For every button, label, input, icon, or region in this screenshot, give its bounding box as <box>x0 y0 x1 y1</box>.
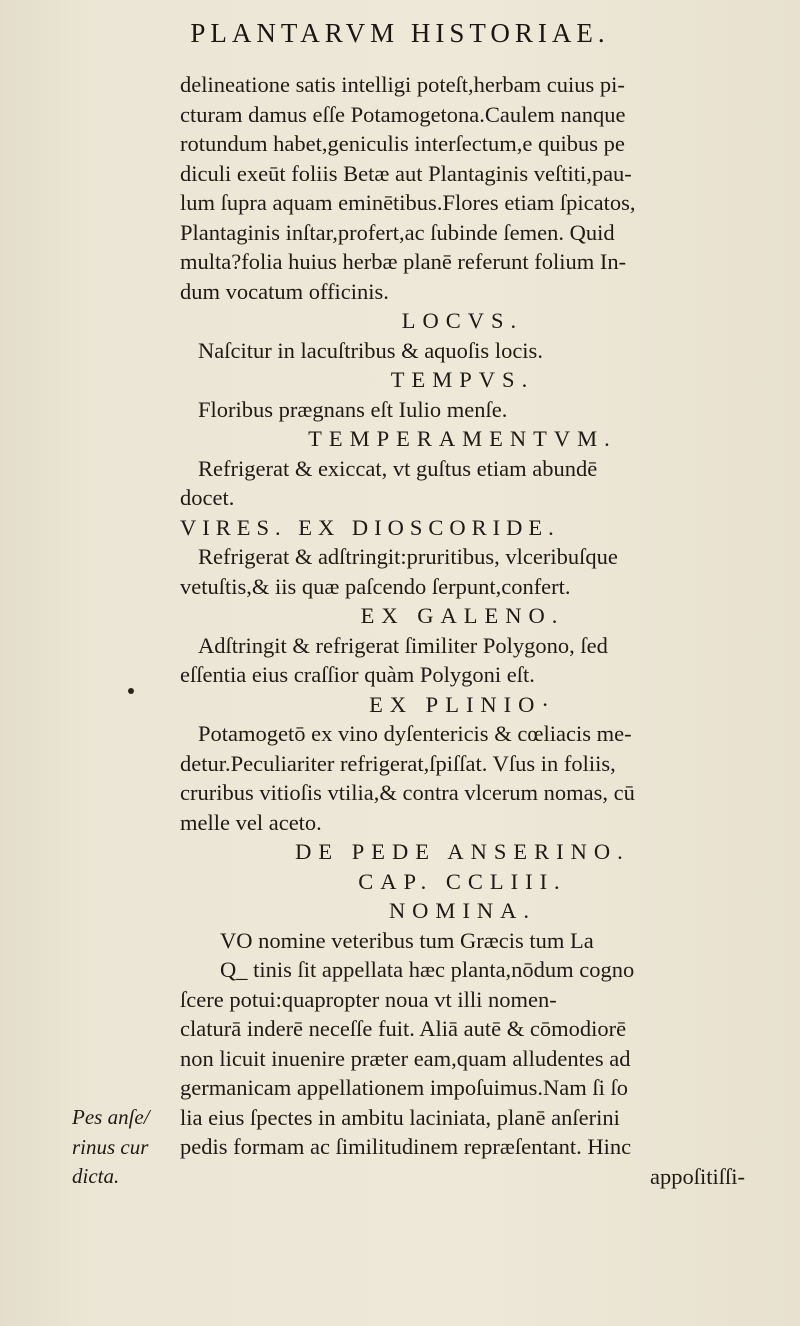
nomina-text: VO nomine veteribus tum Græcis tum La <box>220 927 594 953</box>
section-heading-tempus: TEMPVS. <box>390 367 535 392</box>
section-heading-nomina: NOMINA. <box>388 898 537 923</box>
vires-text: vetuſtis,& iis quæ paſcendo ſerpunt,confert. <box>180 573 571 599</box>
margin-note-line: dicta. <box>72 1164 120 1188</box>
text-line: cturam damus eſſe Potamogetona.Caulem nanque <box>180 101 626 127</box>
text-line: lum ſupra aquam eminētibus.Flores etiam ſpicatos, <box>180 190 636 215</box>
locus-text: Naſcitur in lacuſtribus & aquoſis locis. <box>198 337 543 363</box>
tempus-text: Floribus prægnans eſt Iulio menſe. <box>198 396 508 422</box>
chapter-number: CAP. CCLIII. <box>358 868 567 894</box>
temperamentum-text: Refrigerat & exiccat, vt guſtus etiam abundē <box>198 455 598 481</box>
section-heading-galeno: EX GALENO. <box>360 603 565 628</box>
ink-dot <box>128 688 134 694</box>
nomina-text: Q_ tinis ſit appellata hæc planta,nōdum cogno <box>220 957 635 982</box>
plinio-text: Potamogetō ex vino dyſentericis & cœliacis me- <box>198 721 632 746</box>
plinio-text: cruribus vitioſis vtilia,& contra vlcerum nomas, cū <box>180 780 635 805</box>
text-line: rotundum habet,geniculis interſectum,e quibus pe <box>180 131 625 156</box>
galeno-text: eſſentia eius craſſior quàm Polygoni eſt. <box>180 662 535 687</box>
text-line: dum vocatum officinis. <box>180 278 389 304</box>
section-heading-vires: VIRES. EX DIOSCORIDE. <box>180 514 560 540</box>
nomina-text: non licuit inuenire præter eam,quam alludentes ad <box>180 1045 631 1071</box>
section-heading-plinio: EX PLINIO· <box>369 691 556 717</box>
text-line: Plantaginis inſtar,profert,ac ſubinde ſemen. Quid <box>180 219 615 245</box>
nomina-text: germanicam appellationem impoſuimus.Nam ſi ſo <box>180 1075 629 1100</box>
main-text <box>180 70 745 1191</box>
temperamentum-text: docet. <box>180 485 235 510</box>
section-heading-locus: LOCVS. <box>401 308 524 333</box>
nomina-text: ſcere potui:quapropter noua vt illi nomen- <box>180 986 557 1012</box>
section-heading-temperamentum: TEMPERAMENTVM. <box>308 426 617 451</box>
text-line: delineatione satis intelligi poteſt,herbam cuius pi- <box>180 72 625 97</box>
text-line: multa?folia huius herbæ planē referunt folium In- <box>180 249 627 274</box>
galeno-text: Adſtringit & refrigerat ſimiliter Polygono, ſed <box>198 632 608 658</box>
vires-text: Refrigerat & adſtringit:pruritibus, vlceribuſque <box>198 544 618 569</box>
running-header: PLANTARVM HISTORIAE. <box>190 18 610 48</box>
chapter-title: DE PEDE ANSERINO. <box>295 839 630 864</box>
margin-note-line: Pes anſe/ <box>72 1105 150 1129</box>
plinio-text: detur.Peculiariter refrigerat,ſpiſſat. Vſus in foliis, <box>180 750 616 776</box>
nomina-text: pedis formam ac ſimilitudinem repræſentant. Hinc <box>180 1134 632 1159</box>
plinio-text: melle vel aceto. <box>180 809 322 835</box>
nomina-text: lia eius ſpectes in ambitu laciniata, planē anſerini <box>180 1104 620 1130</box>
margin-note-line: rinus cur <box>72 1134 149 1159</box>
catchword: appoſitiſſi- <box>650 1163 745 1189</box>
nomina-text: claturā inderē neceſſe fuit. Aliā autē & cōmodiorē <box>180 1016 627 1041</box>
text-line: diculi exeūt foliis Betæ aut Plantaginis veſtiti,pau- <box>180 160 632 186</box>
margin-note <box>72 1103 177 1192</box>
